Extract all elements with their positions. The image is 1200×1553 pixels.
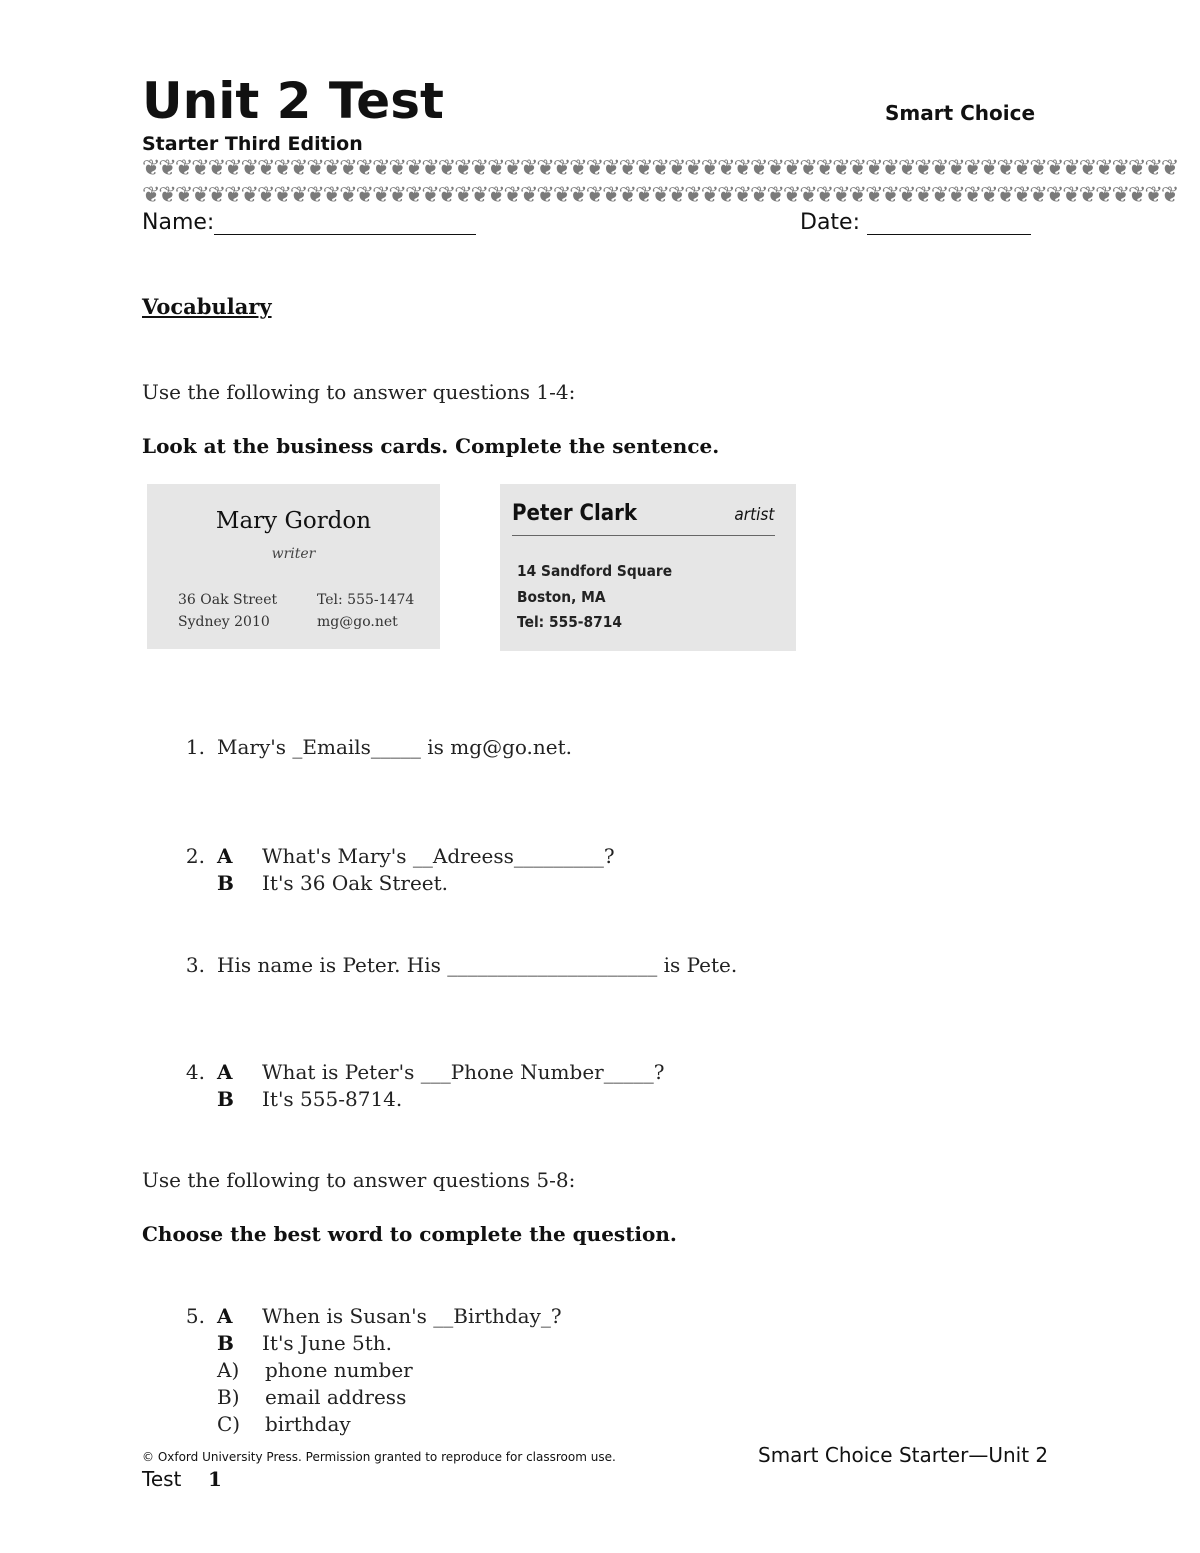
card-tel: Tel: 555-8714: [517, 613, 622, 631]
speaker-a-text: When is Susan's __Birthday_?: [262, 1304, 562, 1328]
decorative-border-top: ❦❦❦❦❦❦❦❦❦❦❦❦❦❦❦❦❦❦❦❦❦❦❦❦❦❦❦❦❦❦❦❦❦❦❦❦❦❦❦❦❦❦❦❦❦❦❦❦❦❦❦❦❦❦❦❦❦❦❦❦❦❦❦: [142, 156, 1178, 181]
card-name: Mary Gordon: [215, 508, 372, 534]
decorative-border-bottom: ❦❦❦❦❦❦❦❦❦❦❦❦❦❦❦❦❦❦❦❦❦❦❦❦❦❦❦❦❦❦❦❦❦❦❦❦❦❦❦❦❦❦❦❦❦❦❦❦❦❦❦❦❦❦❦❦❦❦❦❦❦❦❦: [142, 183, 1178, 208]
option-label: A): [217, 1358, 240, 1382]
option-label: B): [217, 1385, 240, 1409]
directive-5-8: Choose the best word to complete the question.: [142, 1222, 677, 1246]
card-street: 36 Oak Street: [178, 592, 278, 608]
page-title: Unit 2 Test: [142, 72, 444, 130]
speaker-a-label: A: [217, 1060, 233, 1084]
speaker-a-label: A: [217, 844, 233, 868]
option-phone-number[interactable]: phone number: [265, 1358, 413, 1382]
question-number: 1.: [185, 735, 205, 759]
name-blank[interactable]: [214, 210, 476, 235]
card-city: Boston, MA: [517, 588, 606, 606]
option-birthday[interactable]: birthday: [265, 1412, 351, 1436]
section-heading: Vocabulary: [142, 294, 272, 319]
question-2: [0, 843, 1200, 903]
name-field[interactable]: [142, 210, 476, 235]
instruction-5-8: Use the following to answer questions 5-8:: [142, 1168, 576, 1192]
speaker-b-text: It's 555-8714.: [262, 1087, 403, 1111]
speaker-b-text: It's June 5th.: [262, 1331, 393, 1355]
question-5: [0, 1303, 1200, 1443]
card-role: artist: [734, 505, 774, 525]
question-number: 5.: [185, 1304, 205, 1328]
speaker-b-label: B: [217, 1087, 234, 1111]
card-divider: [512, 535, 775, 536]
question-number: 2.: [185, 844, 205, 868]
date-label: Date:: [800, 210, 860, 235]
card-role: writer: [271, 546, 316, 562]
speaker-a-text: What is Peter's ___Phone Number_____?: [262, 1060, 665, 1084]
footer-course-label: Smart Choice Starter—Unit 2: [758, 1443, 1049, 1467]
option-label: C): [217, 1412, 241, 1436]
card-city: Sydney 2010: [178, 614, 270, 630]
date-field[interactable]: [800, 210, 1031, 235]
question-text: Mary's _Emails_____ is mg@go.net.: [217, 735, 573, 759]
brand-name: Smart Choice: [885, 101, 1036, 125]
copyright-notice: © Oxford University Press. Permission granted to reproduce for classroom use.: [142, 1450, 616, 1464]
speaker-b-label: B: [217, 1331, 234, 1355]
business-card-mary: [147, 484, 440, 649]
speaker-b-text: It's 36 Oak Street.: [262, 871, 449, 895]
question-number: 4.: [185, 1060, 205, 1084]
name-label: Name:: [142, 210, 215, 235]
speaker-a-text: What's Mary's __Adreess_________?: [262, 844, 615, 868]
footer-test-label: Test: [142, 1467, 182, 1491]
question-text: His name is Peter. His _____________________ is Pete.: [217, 953, 738, 977]
question-number: 3.: [185, 953, 205, 977]
question-4: [0, 1059, 1200, 1119]
instruction-1-4: Use the following to answer questions 1-4:: [142, 380, 576, 404]
edition-label: Starter Third Edition: [142, 133, 363, 155]
card-street: 14 Sandford Square: [517, 562, 673, 580]
speaker-a-label: A: [217, 1304, 233, 1328]
business-card-peter: [500, 484, 796, 651]
card-name: Peter Clark: [512, 501, 638, 526]
option-email-address[interactable]: email address: [265, 1385, 407, 1409]
speaker-b-label: B: [217, 871, 234, 895]
page-number: 1: [208, 1467, 222, 1491]
date-blank[interactable]: [867, 210, 1031, 235]
directive-1-4: Look at the business cards. Complete the sentence.: [142, 434, 720, 458]
card-email: mg@go.net: [317, 614, 398, 630]
card-tel: Tel: 555-1474: [317, 592, 415, 608]
